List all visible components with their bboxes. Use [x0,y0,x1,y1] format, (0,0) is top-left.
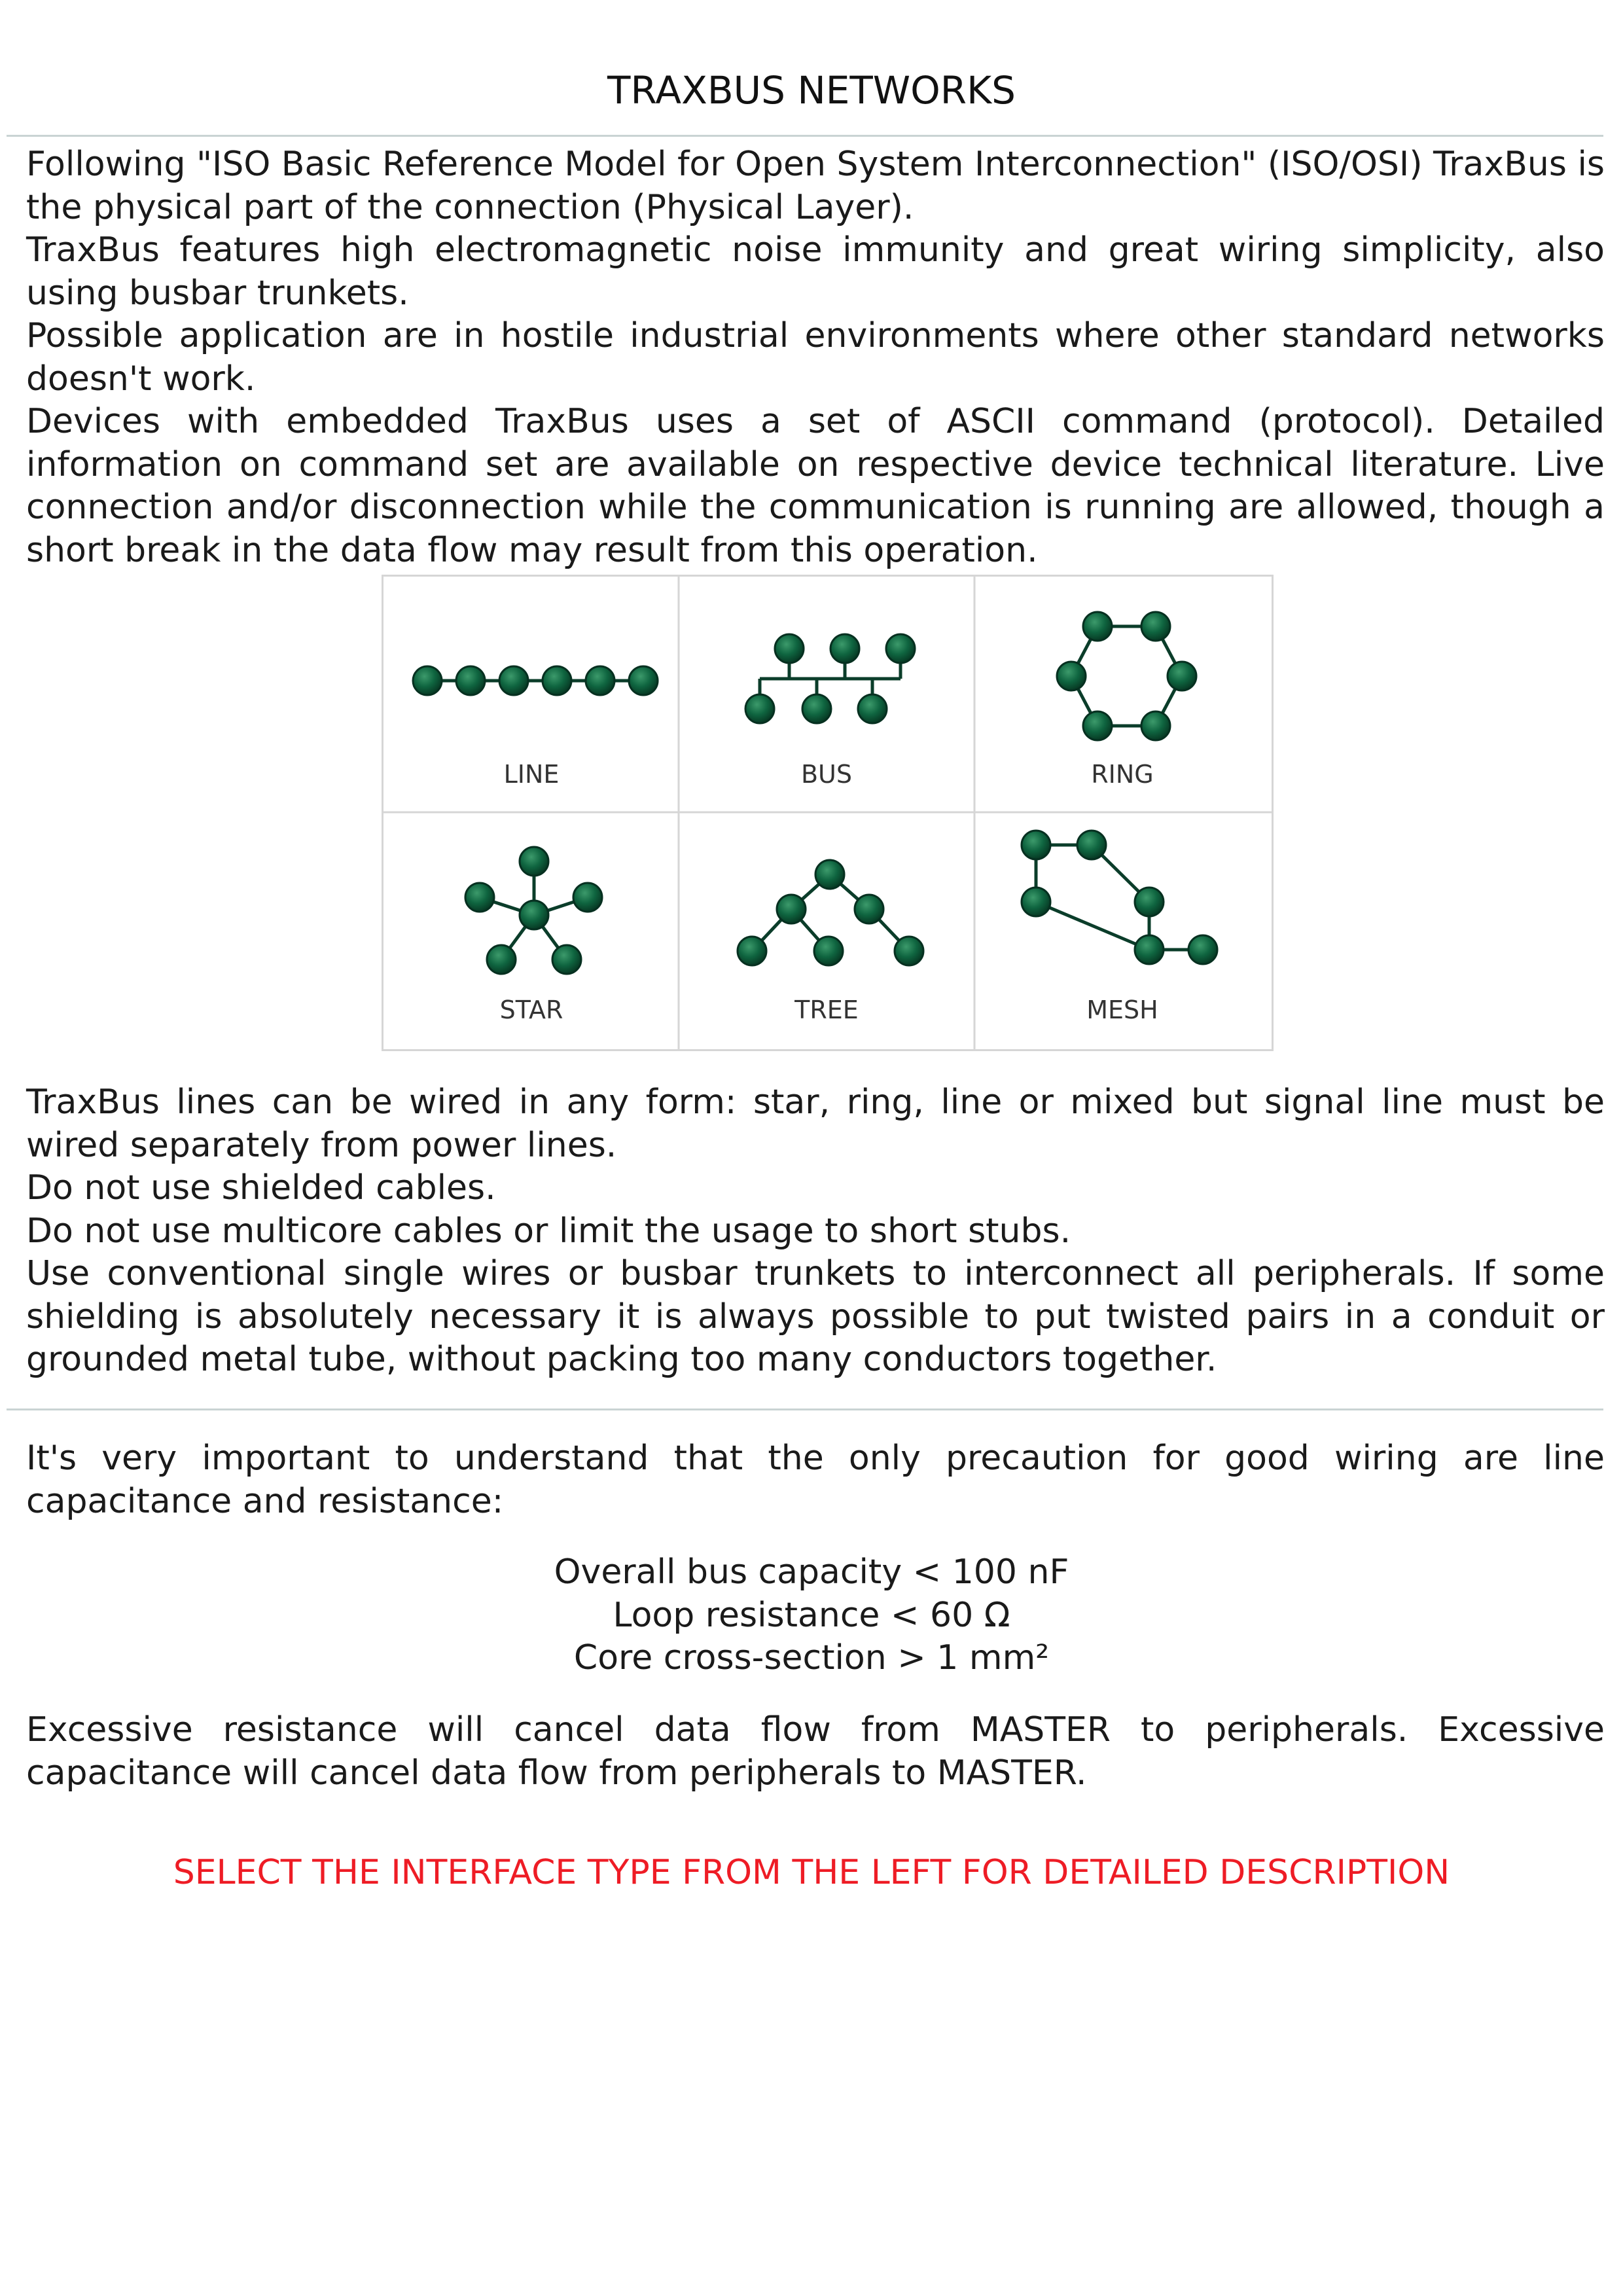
line-topology-icon [413,666,658,695]
line-label: LINE [503,760,560,789]
star-topology-icon [465,847,602,974]
limits-list [0,1551,1623,1680]
section-divider [7,1408,1603,1410]
ring-topology-icon [1057,612,1196,740]
wiring-paragraph: Do not use multicore cables or limit the usage to short stubs. [26,1211,1071,1251]
wiring-paragraph: Use conventional single wires or busbar trunkets to interconnect all peripherals. If some shielding is absolutely necessary it is always possible to put twisted pairs in a conduit or grounded metal tube, without packing too many conductors together. [26,1254,1605,1379]
intro-text [26,143,1605,572]
star-label: STAR [499,996,563,1024]
ring-label: RING [1091,760,1154,789]
precaution-intro: It's very important to understand that the only precaution for good wiring are line capacitance and resistance: [26,1439,1605,1521]
select-interface-note: SELECT THE INTERFACE TYPE FROM THE LEFT FOR DETAILED DESCRIPTION [173,1853,1450,1892]
limit-capacity: Overall bus capacity < 100 nF [554,1552,1069,1592]
tree-label: TREE [794,996,859,1024]
intro-paragraph: Following "ISO Basic Reference Model for Open System Interconnection" (ISO/OSI) TraxBus is the physical part of the connection (Physical Layer). [26,145,1605,227]
mesh-label: MESH [1086,996,1158,1024]
title-divider [7,135,1603,137]
wiring-paragraph: TraxBus lines can be wired in any form: star, ring, line or mixed but signal line must be wired separately from power lines. [26,1083,1605,1165]
limit-resistance: Loop resistance < 60 Ω [613,1595,1010,1635]
wiring-paragraph: Do not use shielded cables. [26,1168,496,1208]
page-title: TRAXBUS NETWORKS [607,68,1016,113]
mesh-topology-icon [1022,831,1217,964]
intro-paragraph: Possible application are in hostile industrial environments where other standard networks doesn't work. [26,316,1605,399]
bus-topology-icon [745,634,915,723]
intro-paragraph: Devices with embedded TraxBus uses a set of ASCII command (protocol). Detailed information on command set are available on respective device technical literature. Live connection and/or disconnection while the communication is running are allowed, though a short break in the data flow may result from this operation. [26,402,1605,570]
wiring-text [26,1081,1605,1382]
intro-paragraph: TraxBus features high electromagnetic noise immunity and great wiring simplicity, also using busbar trunkets. [26,230,1605,313]
topology-diagram [382,575,1274,1051]
topology-diagram-svg [383,577,1272,1049]
tree-topology-icon [738,860,923,965]
bus-label: BUS [800,760,853,789]
limit-cross-section: Core cross-section > 1 mm² [573,1638,1050,1677]
excess-note: Excessive resistance will cancel data flow from MASTER to peripherals. Excessive capacitance will cancel data flow from peripherals to MASTER. [26,1710,1605,1793]
